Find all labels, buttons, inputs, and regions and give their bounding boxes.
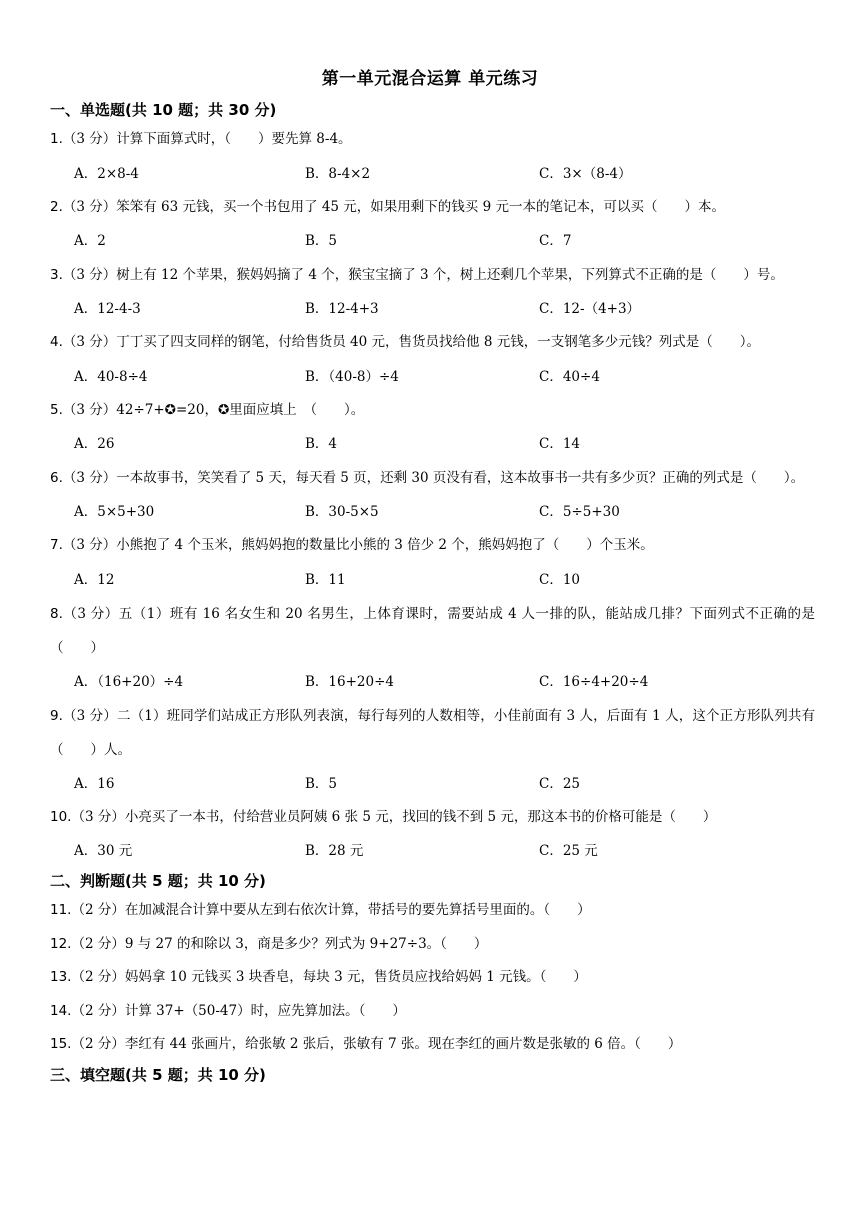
question-number: 3. — [50, 267, 63, 283]
options-row — [50, 665, 815, 699]
question-text: （2 分）在加减混合计算中要从左到右依次计算，带括号的要先算括号里面的。（ ） — [71, 902, 591, 918]
option-b[interactable]: B．16+20÷4 — [305, 673, 394, 690]
question-6 — [50, 461, 815, 529]
question-9 — [50, 699, 815, 801]
question-2 — [50, 191, 815, 259]
question-text: （2 分）妈妈拿 10 元钱买 3 块香皂，每块 3 元，售货员应找给妈妈 1 元钱。（ ） — [71, 969, 587, 986]
options-row — [50, 224, 815, 258]
section-heading-single-choice: 一、单选题(共 10 题；共 30 分) — [50, 101, 277, 119]
option-a[interactable]: A．2 — [74, 233, 106, 249]
section-heading-true-false: 二、判断题(共 5 题；共 10 分) — [50, 872, 266, 890]
question-number: 8. — [50, 605, 63, 622]
question-13 — [50, 961, 815, 995]
option-c[interactable]: C．5÷5+30 — [539, 504, 620, 520]
section-heading-fill-blank: 三、填空题(共 5 题；共 10 分) — [50, 1065, 266, 1084]
question-15 — [50, 1028, 815, 1062]
question-number: 5. — [50, 401, 63, 418]
option-a[interactable]: A．26 — [74, 436, 115, 452]
option-b[interactable]: B．11 — [305, 571, 346, 588]
question-7 — [50, 529, 815, 597]
option-c[interactable]: C．14 — [539, 436, 581, 452]
worksheet-content — [50, 97, 815, 1088]
option-c[interactable]: C．40÷4 — [539, 368, 600, 385]
question-4 — [50, 326, 815, 394]
question-number: 15. — [50, 1036, 72, 1053]
question-3 — [50, 258, 815, 326]
option-a[interactable]: A．30 元 — [74, 843, 133, 859]
question-5 — [50, 394, 815, 462]
question-number: 14. — [50, 1002, 72, 1019]
question-text: （3 分）二（1）班同学们站成正方形队列表演，每行每列的人数相等，小佳前面有 3 人，后面有 1 人，这个正方形队列共有（ ）人。 — [50, 707, 815, 758]
question-text: （3 分）笨笨有 63 元钱，买一个书包用了 45 元，如果用剩下的钱买 9 元一本的笔记本，可以买（ ）本。 — [62, 198, 725, 215]
question-text: （3 分）计算下面算式时，（ ）要先算 8-4。 — [62, 131, 352, 147]
question-text: （3 分）一本故事书，笑笑看了 5 天，每天看 5 页，还剩 30 页没有看，这本故事书一共有多少页？正确的列式是（ ）。 — [62, 470, 805, 486]
question-text: （2 分）9 与 27 的和除以 3，商是多少？列式为 9+27÷3。（ ） — [71, 935, 488, 952]
question-text: （3 分）丁丁买了四支同样的钢笔，付给售货员 40 元，售货员找给他 8 元钱，一支钢笔多少元钱？列式是（ ）。 — [62, 334, 760, 350]
question-8 — [50, 597, 815, 699]
option-c[interactable]: C．10 — [539, 571, 581, 588]
options-row — [50, 563, 815, 597]
option-b[interactable]: B．5 — [305, 233, 338, 249]
option-a[interactable]: A．16 — [74, 775, 115, 792]
question-number: 4. — [50, 334, 63, 350]
question-1 — [50, 123, 815, 191]
question-text: （3 分）树上有 12 个苹果，猴妈妈摘了 4 个，猴宝宝摘了 3 个，树上还剩几个苹果，下列算式不正确的是（ ）号。 — [62, 267, 784, 283]
option-c[interactable]: C．25 — [539, 775, 581, 792]
option-a[interactable]: A．（16+20）÷4 — [74, 673, 184, 690]
option-b[interactable]: B．12-4+3 — [305, 301, 379, 317]
option-b[interactable]: B．28 元 — [305, 843, 364, 859]
option-a[interactable]: A．12-4-3 — [74, 301, 141, 317]
question-number: 2. — [50, 198, 63, 215]
question-text: （3 分）小亮买了一本书，付给营业员阿姨 6 张 5 元，找回的钱不到 5 元，那这本书的价格可能是（ ） — [71, 808, 717, 825]
options-row — [50, 495, 815, 529]
question-number: 1. — [50, 131, 63, 147]
question-number: 7. — [50, 537, 63, 553]
option-c[interactable]: C．16÷4+20÷4 — [539, 673, 649, 690]
option-c[interactable]: C．25 元 — [539, 843, 598, 859]
option-b[interactable]: B．4 — [305, 436, 338, 452]
options-row — [50, 427, 815, 461]
option-a[interactable]: A．12 — [74, 571, 115, 588]
option-a[interactable]: A．2×8-4 — [74, 165, 139, 182]
question-14 — [50, 995, 815, 1029]
question-11 — [50, 894, 815, 928]
options-row — [50, 360, 815, 394]
page-title: 第一单元混合运算 单元练习 — [321, 69, 539, 89]
option-c[interactable]: C．12-（4+3） — [539, 301, 641, 317]
options-row — [50, 157, 815, 191]
question-text: （3 分）小熊抱了 4 个玉米，熊妈妈抱的数量比小熊的 3 倍少 2 个，熊妈妈抱了（ ）个玉米。 — [62, 537, 654, 553]
question-text: （3 分）五（1）班有 16 名女生和 20 名男生，上体育课时，需要站成 4 人一排的队，能站成几排？下面列式不正确的是（ ） — [50, 605, 815, 656]
question-number: 13. — [50, 969, 72, 986]
option-a[interactable]: A．40-8÷4 — [74, 368, 148, 385]
option-b[interactable]: B．30-5×5 — [305, 504, 379, 520]
option-c[interactable]: C．7 — [539, 233, 572, 249]
option-b[interactable]: B．5 — [305, 775, 338, 792]
option-a[interactable]: A．5×5+30 — [74, 504, 155, 520]
options-row — [50, 834, 815, 868]
question-number: 11. — [50, 902, 72, 918]
question-text: （2 分）计算 37+（50-47）时，应先算加法。（ ） — [71, 1002, 406, 1019]
question-text: （2 分）李红有 44 张画片，给张敏 2 张后，张敏有 7 张。现在李红的画片数是张敏的 6 倍。（ ） — [71, 1036, 682, 1053]
options-row — [50, 767, 815, 801]
option-c[interactable]: C．3×（8-4） — [539, 165, 632, 182]
question-10 — [50, 801, 815, 869]
question-text: （3 分）42÷7+✪=20，✪里面应填上 （ ）。 — [62, 401, 365, 418]
question-number: 9. — [50, 707, 63, 724]
option-b[interactable]: B．（40-8）÷4 — [305, 368, 399, 385]
option-b[interactable]: B．8-4×2 — [305, 165, 371, 182]
question-number: 6. — [50, 470, 63, 486]
question-number: 12. — [50, 935, 72, 952]
question-12 — [50, 928, 815, 962]
options-row — [50, 292, 815, 326]
question-number: 10. — [50, 808, 72, 825]
